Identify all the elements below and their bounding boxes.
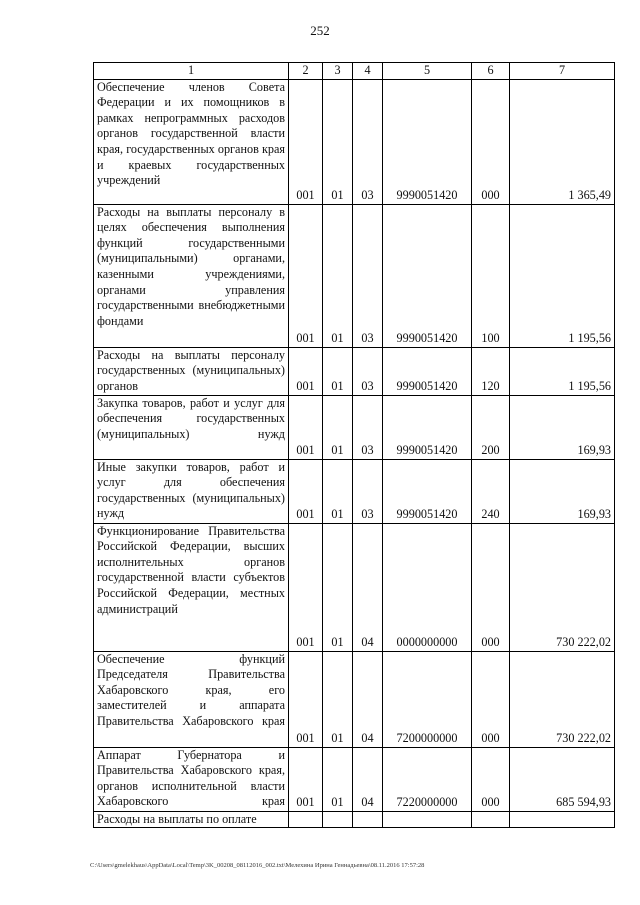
header-cell: 3: [323, 63, 353, 80]
section-code: 01: [323, 747, 353, 811]
page-number: 252: [310, 23, 330, 38]
amount: 685 594,93: [510, 747, 615, 811]
table-row: [94, 747, 615, 811]
row-description: Иные закупки товаров, работ и услуг для обеспечения государственных (муниципальных) нужд: [94, 459, 289, 523]
section-code: 01: [323, 395, 353, 459]
budget-table: [93, 62, 615, 828]
amount: 169,93: [510, 459, 615, 523]
header-cell: 6: [472, 63, 510, 80]
expense-type-code: 120: [472, 347, 510, 395]
expense-type-code: 200: [472, 395, 510, 459]
target-article-code: 9990051420: [383, 459, 472, 523]
ved-code: 001: [289, 79, 323, 204]
section-code: 01: [323, 347, 353, 395]
amount: 1 195,56: [510, 347, 615, 395]
target-article-code: 7200000000: [383, 651, 472, 747]
header-cell: 2: [289, 63, 323, 80]
amount: 730 222,02: [510, 523, 615, 651]
expense-type-code: 000: [472, 747, 510, 811]
subsection-code: 03: [353, 459, 383, 523]
subsection-code: 03: [353, 395, 383, 459]
ved-code: 001: [289, 459, 323, 523]
header-cell: 4: [353, 63, 383, 80]
subsection-code: 03: [353, 79, 383, 204]
table-row: [94, 523, 615, 651]
table-row: [94, 395, 615, 459]
subsection-code: 04: [353, 523, 383, 651]
section-code: [323, 811, 353, 828]
section-code: 01: [323, 651, 353, 747]
ved-code: 001: [289, 651, 323, 747]
ved-code: 001: [289, 395, 323, 459]
expense-type-code: 100: [472, 204, 510, 347]
amount: 169,93: [510, 395, 615, 459]
table-row: [94, 459, 615, 523]
amount: 1 365,49: [510, 79, 615, 204]
header-cell: 7: [510, 63, 615, 80]
ved-code: 001: [289, 204, 323, 347]
section-code: 01: [323, 523, 353, 651]
target-article-code: 9990051420: [383, 395, 472, 459]
ved-code: [289, 811, 323, 828]
expense-type-code: 000: [472, 651, 510, 747]
target-article-code: [383, 811, 472, 828]
target-article-code: 9990051420: [383, 347, 472, 395]
file-path-footer: C:\Users\gmelekhaus\AppData\Local\Temp\3K_00208_08112016_002.txt\Мелехина Ирина Геннадьевна\08.11.2016 17:57:28: [90, 862, 425, 869]
ved-code: 001: [289, 523, 323, 651]
row-description: Расходы на выплаты персоналу в целях обеспечения выполнения функций государственными (муниципальными) органами, казенными учреждениями, органами управления государственными внебюджетными фондами: [94, 204, 289, 347]
expense-type-code: [472, 811, 510, 828]
subsection-code: [353, 811, 383, 828]
subsection-code: 04: [353, 651, 383, 747]
row-description: Функционирование Правительства Российской Федерации, высших исполнительных органов государственной власти субъектов Российской Федерации, местных администраций: [94, 523, 289, 651]
row-description: Закупка товаров, работ и услуг для обеспечения государственных (муниципальных) нужд: [94, 395, 289, 459]
row-description: Аппарат Губернатора и Правительства Хабаровского края, органов исполнительной власти Хабаровского края: [94, 747, 289, 811]
section-code: 01: [323, 459, 353, 523]
table-row: [94, 79, 615, 204]
target-article-code: 0000000000: [383, 523, 472, 651]
expense-type-code: 000: [472, 523, 510, 651]
amount: 730 222,02: [510, 651, 615, 747]
expense-type-code: 000: [472, 79, 510, 204]
section-code: 01: [323, 79, 353, 204]
table-row: [94, 204, 615, 347]
ved-code: 001: [289, 347, 323, 395]
subsection-code: 03: [353, 204, 383, 347]
table-row: [94, 811, 615, 828]
header-cell: 1: [94, 63, 289, 80]
header-cell: 5: [383, 63, 472, 80]
target-article-code: 9990051420: [383, 204, 472, 347]
subsection-code: 03: [353, 347, 383, 395]
row-description: Обеспечение функций Председателя Правительства Хабаровского края, его заместителей и аппарата Правительства Хабаровского края: [94, 651, 289, 747]
section-code: 01: [323, 204, 353, 347]
subsection-code: 04: [353, 747, 383, 811]
ved-code: 001: [289, 747, 323, 811]
row-description: Расходы на выплаты персоналу государственных (муниципальных) органов: [94, 347, 289, 395]
table-row: [94, 347, 615, 395]
expense-type-code: 240: [472, 459, 510, 523]
table-header-row: [94, 63, 615, 80]
amount: 1 195,56: [510, 204, 615, 347]
row-description: Обеспечение членов Совета Федерации и их помощников в рамках непрограммных расходов органов государственной власти края, государственных органов края и краевых государственных учреждений: [94, 79, 289, 204]
row-description: Расходы на выплаты по оплате: [94, 811, 289, 828]
table-row: [94, 651, 615, 747]
target-article-code: 7220000000: [383, 747, 472, 811]
amount: [510, 811, 615, 828]
target-article-code: 9990051420: [383, 79, 472, 204]
